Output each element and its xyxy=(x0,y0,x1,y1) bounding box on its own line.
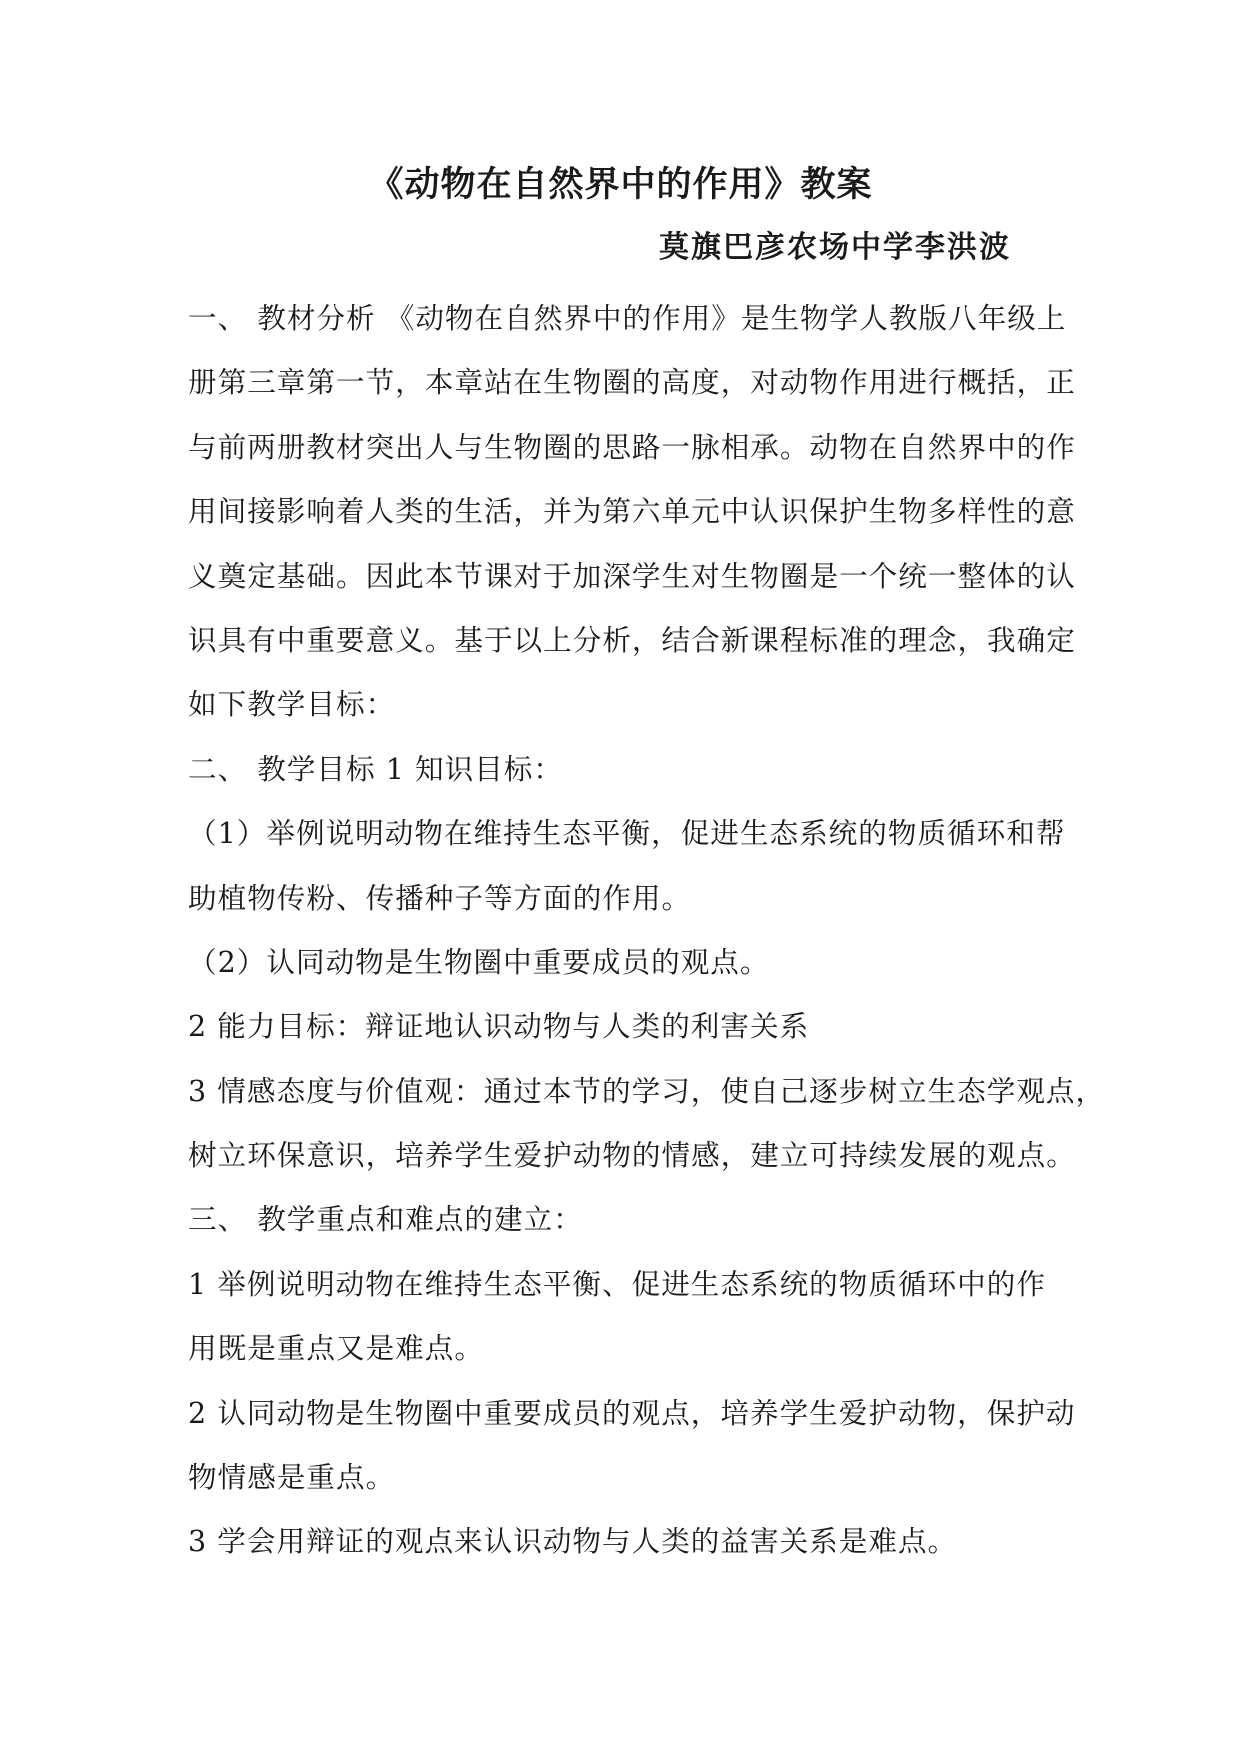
document-body xyxy=(188,286,1106,1574)
body-line: 识具有中重要意义。基于以上分析，结合新课程标准的理念，我确定 xyxy=(188,622,1076,657)
body-line: 2 能力目标：辩证地认识动物与人类的利害关系 xyxy=(188,1009,810,1044)
author-line: 莫旗巴彦农场中学李洪波 xyxy=(659,230,1011,265)
body-line: 树立环保意识，培养学生爱护动物的情感，建立可持续发展的观点。 xyxy=(188,1138,1076,1173)
section-heading: 二、 教学目标 1 知识目标： xyxy=(188,751,563,786)
body-line: 一、 教材分析 《动物在自然界中的作用》是生物学人教版八年级上 xyxy=(188,301,1067,335)
body-line: 如下教学目标： xyxy=(188,687,396,722)
body-line: 助植物传粉、传播种子等方面的作用。 xyxy=(188,880,692,915)
body-line: 用间接影响着人类的生活，并为第六单元中认识保护生物多样性的意 xyxy=(188,494,1076,529)
body-line: 义奠定基础。因此本节课对于加深学生对生物圈是一个统一整体的认 xyxy=(188,558,1076,593)
body-line: 册第三章第一节，本章站在生物圈的高度，对动物作用进行概括，正 xyxy=(188,365,1076,400)
section-heading: 三、 教学重点和难点的建立： xyxy=(188,1202,583,1237)
body-line: （1）举例说明动物在维持生态平衡，促进生态系统的物质循环和帮 xyxy=(188,816,1066,851)
body-line: 物情感是重点。 xyxy=(188,1460,396,1495)
body-line: 2 认同动物是生物圈中重要成员的观点，培养学生爱护动物，保护动 xyxy=(188,1395,1076,1430)
body-line: 1 举例说明动物在维持生态平衡、促进生态系统的物质循环中的作 xyxy=(188,1266,1046,1301)
body-line: 3 情感态度与价值观：通过本节的学习，使自己逐步树立生态学观点， xyxy=(188,1073,1106,1108)
body-line: 用既是重点又是难点。 xyxy=(188,1331,484,1366)
body-line: 与前两册教材突出人与生物圈的思路一脉相承。动物在自然界中的作 xyxy=(188,429,1076,464)
document-title: 《动物在自然界中的作用》教案 xyxy=(368,164,873,205)
body-line: （2）认同动物是生物圈中重要成员的观点。 xyxy=(188,944,770,979)
body-line: 3 学会用辩证的观点来认识动物与人类的益害关系是难点。 xyxy=(188,1524,958,1559)
